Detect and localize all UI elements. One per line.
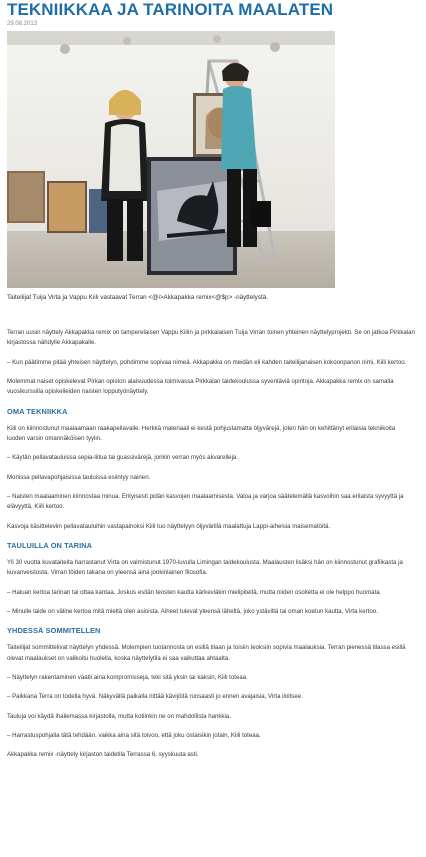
section-heading: YHDESSÄ SOMMITELLEN <box>7 626 101 636</box>
paragraph: Monissa pellavapohjaisissa tauluissa esiintyy nainen. <box>7 473 151 481</box>
paragraph: Kasvoja käsitteleviin pellavatauluihin vastapainoksi Kiili tuo näyttelyyn öljyvärillä maalattuja Lappi-aiheisia maisematöitä. <box>7 522 331 530</box>
paragraph: Akkapakka remix -näyttely kirjaston taidetila Terrassa 6. syyskuuta asti. <box>7 751 199 759</box>
paragraph: Tauluja voi käydä ihailemassa kirjastolla, mutta kotiinkin ne on mahdollista hankkia. <box>7 712 231 720</box>
paragraph: – Kun päätimme pitää yhteisen näyttelyn, pohdimme sopivaa nimeä. Akkapakka on meidän eli kahden taiteilijanaisen kokoonpanon nimi, Kiili kertoo. <box>7 358 407 366</box>
paragraph: – Näyttelyn rakentaminen vaatii aina kompromisseja, teki sitä yksin tai kaksin, Kiili toteaa. <box>7 673 248 681</box>
paragraph: Kiili on kiinnostunut maalaamaan raakapellavalle. Herkkä materiaali ei kestä pohjustamatta öljyvärejä, joten hän on kehittänyt erilaisia tekniikoita luoden varsin omannäköisen tyylin. <box>7 424 396 442</box>
paragraph: Yli 30 vuotta kuvataiteita harrastanut Virta on valmistunut 1970-luvulla Limingan taidekoulusta. Maalausten lisäksi hän on kiinnostunut grafiikasta ja kuvanveistosta. Virran töiden takana on yleensä aina jonkinlainen filosofia. <box>7 558 403 577</box>
article-header <box>7 0 417 302</box>
article-date: 29.08.2013 <box>7 21 38 27</box>
article-body <box>7 328 415 770</box>
paragraph: Terran uusin näyttely Akkapakka remix on tamperelaisen Vappu Kiilin ja pirkkalaisen Tuija Virran toinen yhteinen näyttelyprojekti. Se on jatkoa Pirkkalan kirjastossa nähdylle Akkapakalle. <box>7 329 415 347</box>
paragraph: – Paikkana Terra on todella hyvä. Näkyvällä paikalla riittää kävijöitä runsaasti jo ennen avajaisia, Virta iloitsee. <box>7 693 303 701</box>
section-heading: OMA TEKNIIKKA <box>7 406 68 416</box>
paragraph: – Harrastuspohjalla tätä tehdään, vaikka aina sitä toivoo, että joku ostaisikin jotain, Kiili toteaa. <box>7 732 261 740</box>
section-heading: TAULUILLA ON TARINA <box>7 540 93 550</box>
paragraph: Taiteilijat sommittelivat näyttelyn yhdessä. Molempien tuotannosta on esillä tilaan ja toisiin teoksiin sopivia maalauksia. Terran pienessä tilassa esillä olevat maalaukset on valikoitu huolella, koska näyttelytila ei saa vaikuttaa ahtaalta. <box>7 644 406 662</box>
paragraph: – Käytän pellavatauluissa sepia-liitua tai guassivärejä, jonkin verran myös akvarelleja. <box>7 454 239 462</box>
article-photo <box>7 31 335 288</box>
paragraph: – Minulle taide on väline kertoa mitä mieltä olen asioista. Aiheet tulevat yleensä läheltä, joko ystäviltä tai oman koetun kautta, Virta kertoo. <box>7 607 378 615</box>
photo-caption: Taiteilijat Tuija Virta ja Vappu Kiili vastaavat Terran <@i>Akkapakka remix<@$p> -näyttelystä. <box>7 294 268 301</box>
paragraph: – Haluan kertoa tarinan tai ottaa kantaa. Joskus esitän teosten kautta kärkeviäkin mielipiteitä, mutta niiden osoitetta ei ole helppo huomata. <box>7 588 382 596</box>
gallery-photo-illustration <box>7 31 335 288</box>
paragraph: Molemmat naiset opiskelevat Pirkan opiston alaisuudessa toimivassa Pirkkalan taidekoulussa syventäviä opintoja. Akkapakka remix on samalla vuosikurssilla opiskelleiden naisten lopputyönäyttely. <box>7 377 394 396</box>
paragraph: – Naisten maalaaminen kiinnostaa minua. Erityisesti pidän kasvojen maalaamisesta. Valoa ja varjoa säätelemällä kasvoihin saa erilaista syvyyttä ja elävyyttä, Kiili kertoo. <box>7 492 404 511</box>
article-title: TEKNIIKKAA JA TARINOITA MAALATEN <box>7 0 334 19</box>
